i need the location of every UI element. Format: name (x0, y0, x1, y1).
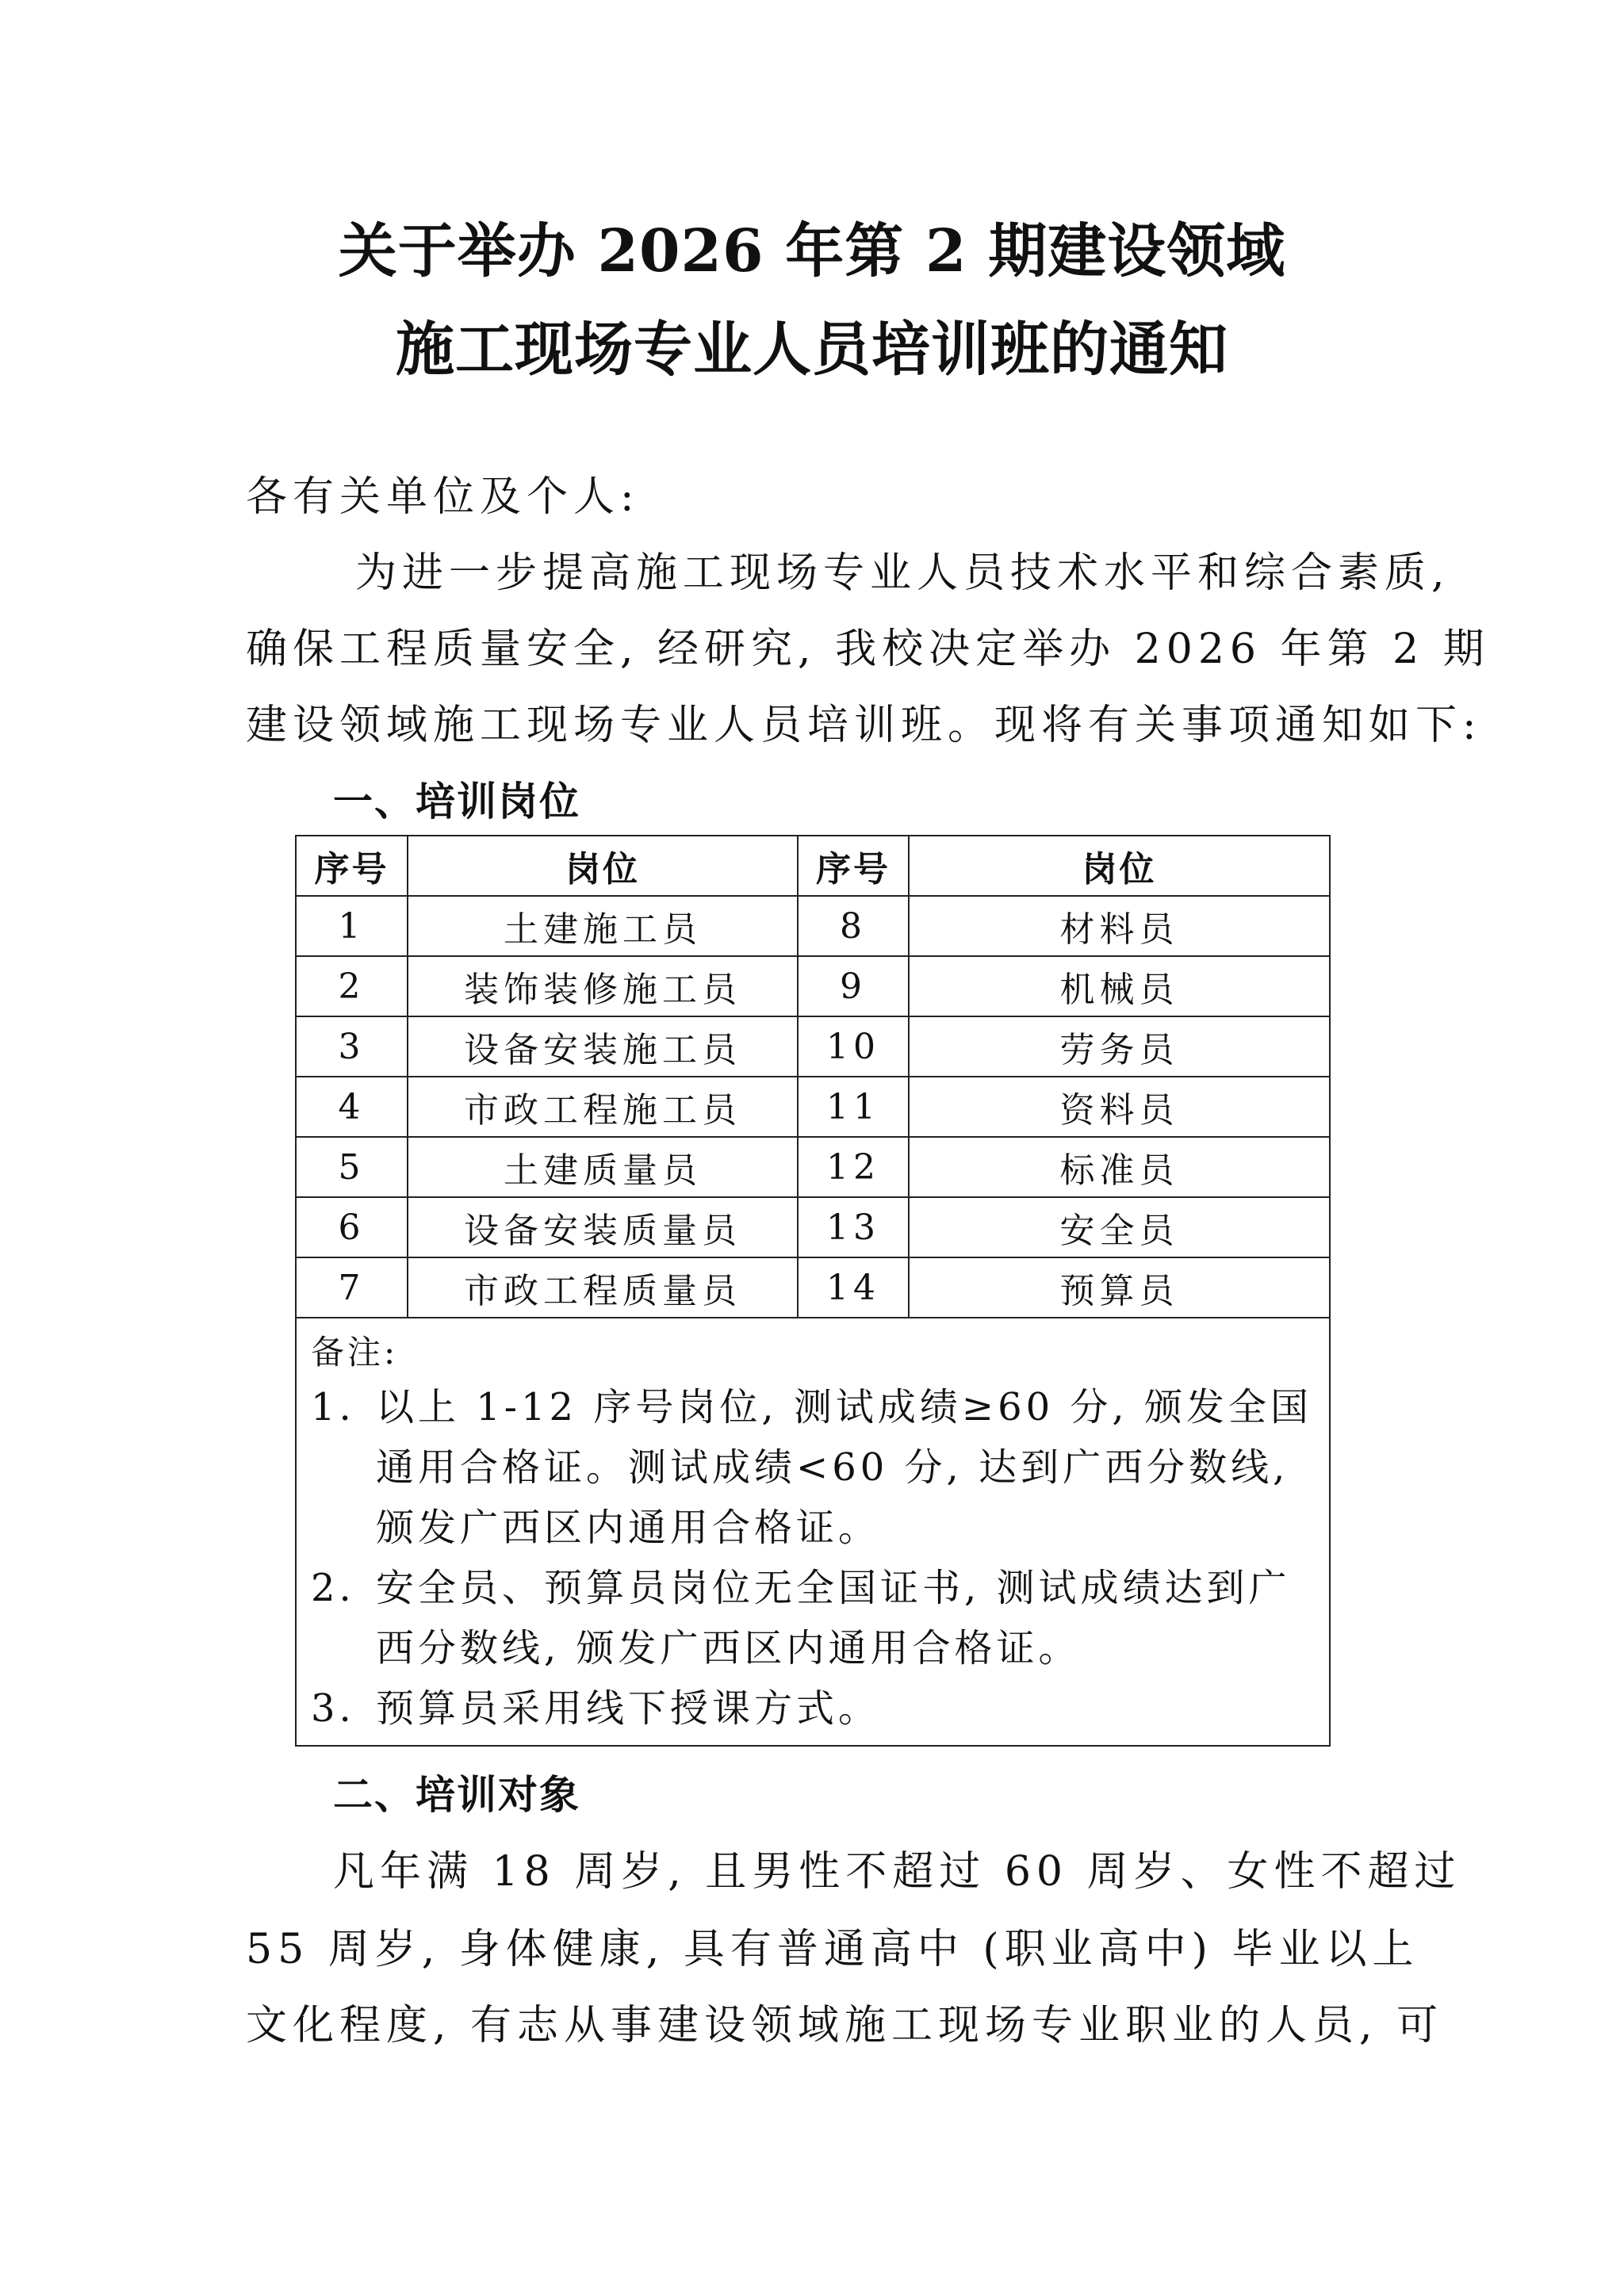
document-title-line-2: 施工现场专业人员培训班的通知 (396, 316, 1228, 384)
note-number: 3. (311, 1686, 355, 1731)
table-cell: 13 (798, 1197, 909, 1257)
table-header-row (297, 836, 1329, 896)
note-number: 2. (311, 1566, 355, 1610)
document-title-line-1: 关于举办 2026 年第 2 期建设领域 (338, 217, 1286, 285)
intro-line-2: 确保工程质量安全, 经研究, 我校决定举办 2026 年第 2 期 (246, 626, 1490, 673)
table-cell: 劳务员 (909, 1016, 1329, 1077)
column-header: 岗位 (408, 836, 798, 896)
table-row (297, 1137, 1329, 1197)
note-line: 安全员、预算员岗位无全国证书, 测试成绩达到广 (376, 1566, 1291, 1610)
intro-line-1: 为进一步提高施工现场专业人员技术水平和综合素质, (355, 549, 1450, 597)
table-cell: 6 (297, 1197, 408, 1257)
table-cell: 安全员 (909, 1197, 1329, 1257)
note-item (311, 1377, 1318, 1558)
note-item (311, 1678, 1318, 1739)
table-cell: 3 (297, 1016, 408, 1077)
training-positions-table (295, 835, 1331, 1747)
table-cell: 1 (297, 896, 408, 956)
table-row (297, 956, 1329, 1016)
table-notes (311, 1328, 1318, 1739)
table-cell: 设备安装施工员 (408, 1016, 798, 1077)
note-line: 西分数线, 颁发广西区内通用合格证。 (376, 1626, 1081, 1670)
note-number: 1. (311, 1385, 355, 1429)
table-cell: 14 (798, 1257, 909, 1318)
trainees-line-2: 55 周岁, 身体健康, 具有普通高中 (职业高中) 毕业以上 (246, 1926, 1419, 1973)
table-cell: 设备安装质量员 (408, 1197, 798, 1257)
table-cell: 2 (297, 956, 408, 1016)
trainees-line-1: 凡年满 18 周岁, 且男性不超过 60 周岁、女性不超过 (333, 1848, 1461, 1896)
column-header: 序号 (297, 836, 408, 896)
table-cell: 机械员 (909, 956, 1329, 1016)
table-cell: 4 (297, 1077, 408, 1137)
trainees-line-3: 文化程度, 有志从事建设领域施工现场专业职业的人员, 可 (246, 2002, 1444, 2049)
table-cell: 预算员 (909, 1257, 1329, 1318)
section-heading-trainees: 二、培训对象 (333, 1772, 580, 1818)
column-header: 序号 (798, 836, 909, 896)
table-row (297, 1016, 1329, 1077)
table-row (297, 1077, 1329, 1137)
table-cell: 市政工程施工员 (408, 1077, 798, 1137)
section-heading-positions: 一、培训岗位 (333, 779, 580, 825)
table-cell: 材料员 (909, 896, 1329, 956)
note-line: 以上 1-12 序号岗位, 测试成绩≥60 分, 颁发全国 (376, 1385, 1312, 1429)
note-item (311, 1558, 1318, 1678)
table-row (297, 1197, 1329, 1257)
table-cell: 装饰装修施工员 (408, 956, 798, 1016)
table-cell: 5 (297, 1137, 408, 1197)
column-header: 岗位 (909, 836, 1329, 896)
notes-label: 备注: (311, 1333, 399, 1372)
table-row (297, 1257, 1329, 1318)
table-cell: 资料员 (909, 1077, 1329, 1137)
note-line: 预算员采用线下授课方式。 (376, 1686, 881, 1731)
table-cell: 标准员 (909, 1137, 1329, 1197)
intro-line-3: 建设领域施工现场专业人员培训班。现将有关事项通知如下: (246, 702, 1482, 749)
positions-grid (297, 836, 1329, 1318)
salutation: 各有关单位及个人: (246, 473, 640, 521)
table-cell: 9 (798, 956, 909, 1016)
table-cell: 11 (798, 1077, 909, 1137)
table-cell: 土建施工员 (408, 896, 798, 956)
note-line: 通用合格证。测试成绩<60 分, 达到广西分数线, (376, 1445, 1289, 1490)
table-cell: 市政工程质量员 (408, 1257, 798, 1318)
table-cell: 8 (798, 896, 909, 956)
table-cell: 12 (798, 1137, 909, 1197)
table-row (297, 896, 1329, 956)
table-cell: 7 (297, 1257, 408, 1318)
note-line: 颁发广西区内通用合格证。 (376, 1506, 881, 1550)
table-cell: 10 (798, 1016, 909, 1077)
table-cell: 土建质量员 (408, 1137, 798, 1197)
